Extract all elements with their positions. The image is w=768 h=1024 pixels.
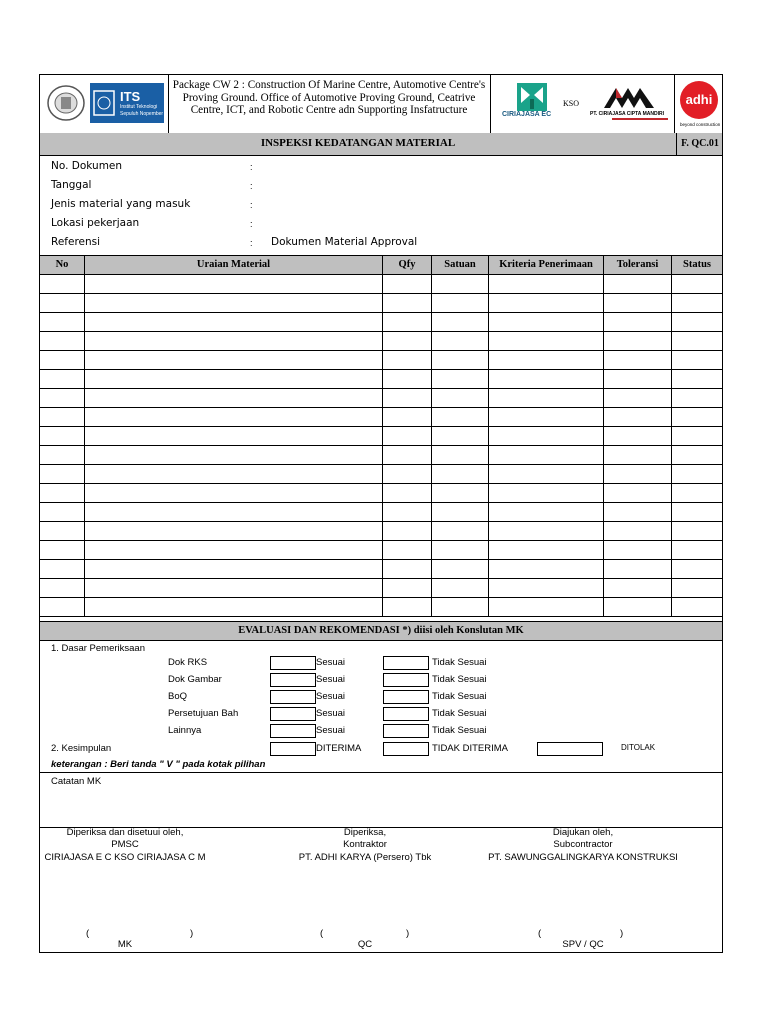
divider [40, 772, 722, 773]
cell-border [431, 370, 432, 389]
ciriajasa-ec-icon [517, 83, 547, 111]
table-row [40, 351, 722, 370]
info-label: Referensi [51, 236, 101, 248]
cell-border [431, 313, 432, 332]
cell-border [671, 408, 672, 427]
tidak-sesuai-checkbox[interactable] [383, 690, 429, 704]
its-sub2: Sepuluh Nopember [120, 111, 164, 117]
cell-border [603, 484, 604, 503]
cell-border [488, 294, 489, 313]
cell-border [488, 465, 489, 484]
info-value[interactable]: Dokumen Material Approval [271, 236, 418, 248]
cell-border [603, 332, 604, 351]
signer-role: QC [357, 939, 373, 950]
cell-border [84, 275, 85, 294]
paren-open: ( [86, 928, 90, 939]
cell-border [671, 332, 672, 351]
dasar-item-label: Persetujuan Bah [168, 708, 239, 719]
table-row [40, 598, 722, 617]
col-status: Status [682, 259, 711, 270]
col-uraian: Uraian Material [196, 259, 271, 270]
cell-border [671, 275, 672, 294]
cell-border [671, 446, 672, 465]
cell-border [431, 579, 432, 598]
cell-border [382, 332, 383, 351]
sesuai-label: Sesuai [316, 725, 346, 736]
ciriajasa-ec-logo: CIRIAJASA EC [502, 111, 552, 118]
table-row [40, 560, 722, 579]
tidak-sesuai-label: Tidak Sesuai [432, 674, 487, 685]
cell-border [603, 598, 604, 617]
cell-border [431, 427, 432, 446]
cell-border [488, 370, 489, 389]
ministry-seal-icon [46, 84, 86, 122]
cell-border [431, 275, 432, 294]
cell-border [382, 427, 383, 446]
cell-border [671, 294, 672, 313]
cell-border [382, 579, 383, 598]
cell-border [84, 484, 85, 503]
adhi-logo-text: adhi [685, 92, 713, 107]
ditolak-checkbox[interactable] [537, 742, 603, 756]
tidak-diterima-label: TIDAK DITERIMA [432, 743, 509, 754]
cell-border [431, 598, 432, 617]
cell-border [488, 484, 489, 503]
its-sub1: Institut Teknologi [120, 104, 158, 110]
cell-border [488, 389, 489, 408]
sesuai-checkbox[interactable] [270, 673, 316, 687]
cell-border [84, 294, 85, 313]
cell-border [382, 408, 383, 427]
cell-border [671, 389, 672, 408]
adhi-tagline: beyond construction [680, 122, 721, 127]
table-row [40, 541, 722, 560]
table-row [40, 370, 722, 389]
its-emblem-icon [92, 89, 116, 117]
evaluation-title: EVALUASI DAN REKOMENDASI *) diisi oleh Konslutan MK [40, 621, 722, 641]
sesuai-checkbox[interactable] [270, 707, 316, 721]
col-toleransi: Toleransi [616, 259, 659, 270]
cell-border [671, 465, 672, 484]
tidak-diterima-checkbox[interactable] [383, 742, 429, 756]
cell-border [382, 389, 383, 408]
cell-border [84, 560, 85, 579]
cell-border [382, 598, 383, 617]
signer-org: CIRIAJASA E C KSO CIRIAJASA C M [44, 852, 206, 863]
cell-border [431, 446, 432, 465]
tidak-sesuai-label: Tidak Sesuai [432, 691, 487, 702]
cell-border [431, 541, 432, 560]
diterima-checkbox[interactable] [270, 742, 316, 756]
signer-line1: Diperiksa dan disetuui oleh, [66, 827, 184, 838]
cell-border [431, 503, 432, 522]
paren-open: ( [538, 928, 542, 939]
cell-border [671, 427, 672, 446]
cell-border [431, 522, 432, 541]
cell-border [84, 332, 85, 351]
cell-border [671, 522, 672, 541]
info-label: Lokasi pekerjaan [51, 217, 140, 229]
tidak-sesuai-checkbox[interactable] [383, 656, 429, 670]
signer-line1: Diperiksa, [343, 827, 387, 838]
cell-border [671, 598, 672, 617]
col-satuan: Satuan [444, 259, 476, 270]
cell-border [603, 541, 604, 560]
cell-border [382, 370, 383, 389]
cell-border [488, 332, 489, 351]
table-row [40, 503, 722, 522]
cell-border [603, 427, 604, 446]
cell-border [671, 256, 672, 274]
keterangan-note: keterangan : Beri tanda " V " pada kotak pilihan [51, 759, 266, 770]
col-qty: Qfy [398, 259, 416, 270]
signer-line2: Subcontractor [553, 839, 613, 850]
cell-border [488, 503, 489, 522]
cell-border [382, 294, 383, 313]
signer-role: MK [117, 939, 133, 950]
ditolak-label: DITOLAK [621, 743, 656, 752]
cell-border [488, 522, 489, 541]
table-row [40, 408, 722, 427]
cell-border [488, 427, 489, 446]
paren-close: ) [620, 928, 624, 939]
cell-border [671, 484, 672, 503]
cell-border [431, 465, 432, 484]
cell-border [671, 351, 672, 370]
info-colon: : [250, 162, 253, 172]
cell-border [431, 351, 432, 370]
cell-border [382, 503, 383, 522]
dasar-label: 1. Dasar Pemeriksaan [51, 643, 145, 654]
ccm-underline [612, 118, 668, 120]
cell-border [431, 408, 432, 427]
cell-border [382, 541, 383, 560]
cell-border [488, 256, 489, 274]
cell-border [431, 294, 432, 313]
info-label: Jenis material yang masuk [51, 198, 191, 210]
table-row [40, 446, 722, 465]
divider [674, 75, 675, 133]
info-colon: : [250, 238, 253, 248]
catatan-label: Catatan MK [51, 776, 102, 787]
info-colon: : [250, 200, 253, 210]
cell-border [84, 408, 85, 427]
cell-border [84, 465, 85, 484]
cell-border [488, 275, 489, 294]
cell-border [431, 560, 432, 579]
cell-border [84, 351, 85, 370]
signer-line1: Diajukan oleh, [552, 827, 614, 838]
cell-border [84, 522, 85, 541]
cell-border [84, 427, 85, 446]
paren-close: ) [406, 928, 410, 939]
cell-border [431, 484, 432, 503]
cell-border [431, 256, 432, 274]
divider [490, 75, 491, 133]
cell-border [488, 560, 489, 579]
cell-border [603, 294, 604, 313]
cell-border [671, 503, 672, 522]
cell-border [671, 370, 672, 389]
dasar-item-label: Dok Gambar [168, 674, 222, 685]
form-title: INSPEKSI KEDATANGAN MATERIAL [260, 137, 456, 149]
table-row [40, 484, 722, 503]
cell-border [603, 579, 604, 598]
dasar-item-label: Lainnya [168, 725, 202, 736]
cell-border [603, 522, 604, 541]
header [40, 75, 722, 134]
cell-border [382, 522, 383, 541]
cell-border [382, 256, 383, 274]
sesuai-label: Sesuai [316, 708, 346, 719]
paren-close: ) [190, 928, 194, 939]
cell-border [671, 579, 672, 598]
material-table-header [40, 255, 722, 275]
sesuai-checkbox[interactable] [270, 656, 316, 670]
kso-text: KSO [563, 99, 580, 108]
adhi-logo [680, 81, 718, 119]
title-bar [40, 133, 722, 156]
sesuai-label: Sesuai [316, 657, 346, 668]
cell-border [84, 256, 85, 274]
cell-border [603, 351, 604, 370]
ccm-name: PT. CIRIAJASA CIPTA MANDIRI [590, 111, 664, 117]
its-logo [90, 83, 164, 123]
sesuai-label: Sesuai [316, 691, 346, 702]
cell-border [603, 256, 604, 274]
cell-border [382, 560, 383, 579]
ccm-logo-icon [602, 84, 656, 110]
table-row [40, 522, 722, 541]
cell-border [488, 351, 489, 370]
cell-border [84, 579, 85, 598]
cell-border [488, 446, 489, 465]
cell-border [84, 503, 85, 522]
table-row [40, 294, 722, 313]
project-title: Package CW 2 : Construction Of Marine Centre, Automotive Centre's Proving Ground. Office of Automotive Proving Ground, Ceatrive Centre, ICT, and Robotic Centre adn Supporting Insfatructure [172, 79, 486, 116]
cell-border [603, 560, 604, 579]
sesuai-checkbox[interactable] [270, 724, 316, 738]
cell-border [671, 541, 672, 560]
info-colon: : [250, 181, 253, 191]
cell-border [603, 313, 604, 332]
cell-border [84, 313, 85, 332]
cell-border [84, 598, 85, 617]
dasar-item-label: BoQ [168, 691, 188, 702]
cell-border [488, 541, 489, 560]
cell-border [84, 370, 85, 389]
cell-border [382, 313, 383, 332]
tidak-sesuai-checkbox[interactable] [383, 673, 429, 687]
cell-border [84, 446, 85, 465]
cell-border [671, 560, 672, 579]
cell-border [84, 541, 85, 560]
cell-border [603, 465, 604, 484]
sesuai-checkbox[interactable] [270, 690, 316, 704]
cell-border [603, 370, 604, 389]
tidak-sesuai-label: Tidak Sesuai [432, 708, 487, 719]
cell-border [603, 503, 604, 522]
cell-border [603, 408, 604, 427]
info-colon: : [250, 219, 253, 229]
info-label: Tanggal [51, 179, 92, 191]
table-row [40, 332, 722, 351]
paren-open: ( [320, 928, 324, 939]
cell-border [488, 598, 489, 617]
diterima-label: DITERIMA [316, 743, 362, 754]
signer-role: SPV / QC [562, 939, 604, 950]
dasar-item-label: Dok RKS [168, 657, 208, 668]
tidak-sesuai-label: Tidak Sesuai [432, 657, 487, 668]
table-row [40, 465, 722, 484]
kesimpulan-label: 2. Kesimpulan [51, 743, 112, 754]
form-frame [39, 74, 723, 953]
table-row [40, 313, 722, 332]
signer-org: PT. SAWUNGGALINGKARYA KONSTRUKSI [488, 852, 678, 863]
table-row [40, 389, 722, 408]
col-kriteria: Kriteria Penerimaan [499, 259, 593, 270]
cell-border [84, 389, 85, 408]
signer-line2: PMSC [111, 839, 139, 850]
cell-border [603, 446, 604, 465]
cell-border [603, 389, 604, 408]
signer-line2: Kontraktor [343, 839, 387, 850]
col-no: No [55, 259, 69, 270]
info-label: No. Dokumen [51, 160, 123, 172]
table-row [40, 579, 722, 598]
cell-border [431, 389, 432, 408]
cell-border [488, 408, 489, 427]
cell-border [671, 313, 672, 332]
cell-border [603, 275, 604, 294]
table-row [40, 275, 722, 294]
cell-border [382, 351, 383, 370]
cell-border [488, 313, 489, 332]
tidak-sesuai-label: Tidak Sesuai [432, 725, 487, 736]
cell-border [431, 332, 432, 351]
cell-border [382, 275, 383, 294]
form-code: F. QC.01 [676, 133, 723, 155]
cell-border [382, 465, 383, 484]
tidak-sesuai-checkbox[interactable] [383, 707, 429, 721]
cell-border [488, 579, 489, 598]
table-row [40, 427, 722, 446]
its-logo-text: ITS [120, 89, 141, 104]
sesuai-label: Sesuai [316, 674, 346, 685]
cell-border [382, 446, 383, 465]
signer-org: PT. ADHI KARYA (Persero) Tbk [298, 852, 432, 863]
cell-border [382, 484, 383, 503]
tidak-sesuai-checkbox[interactable] [383, 724, 429, 738]
